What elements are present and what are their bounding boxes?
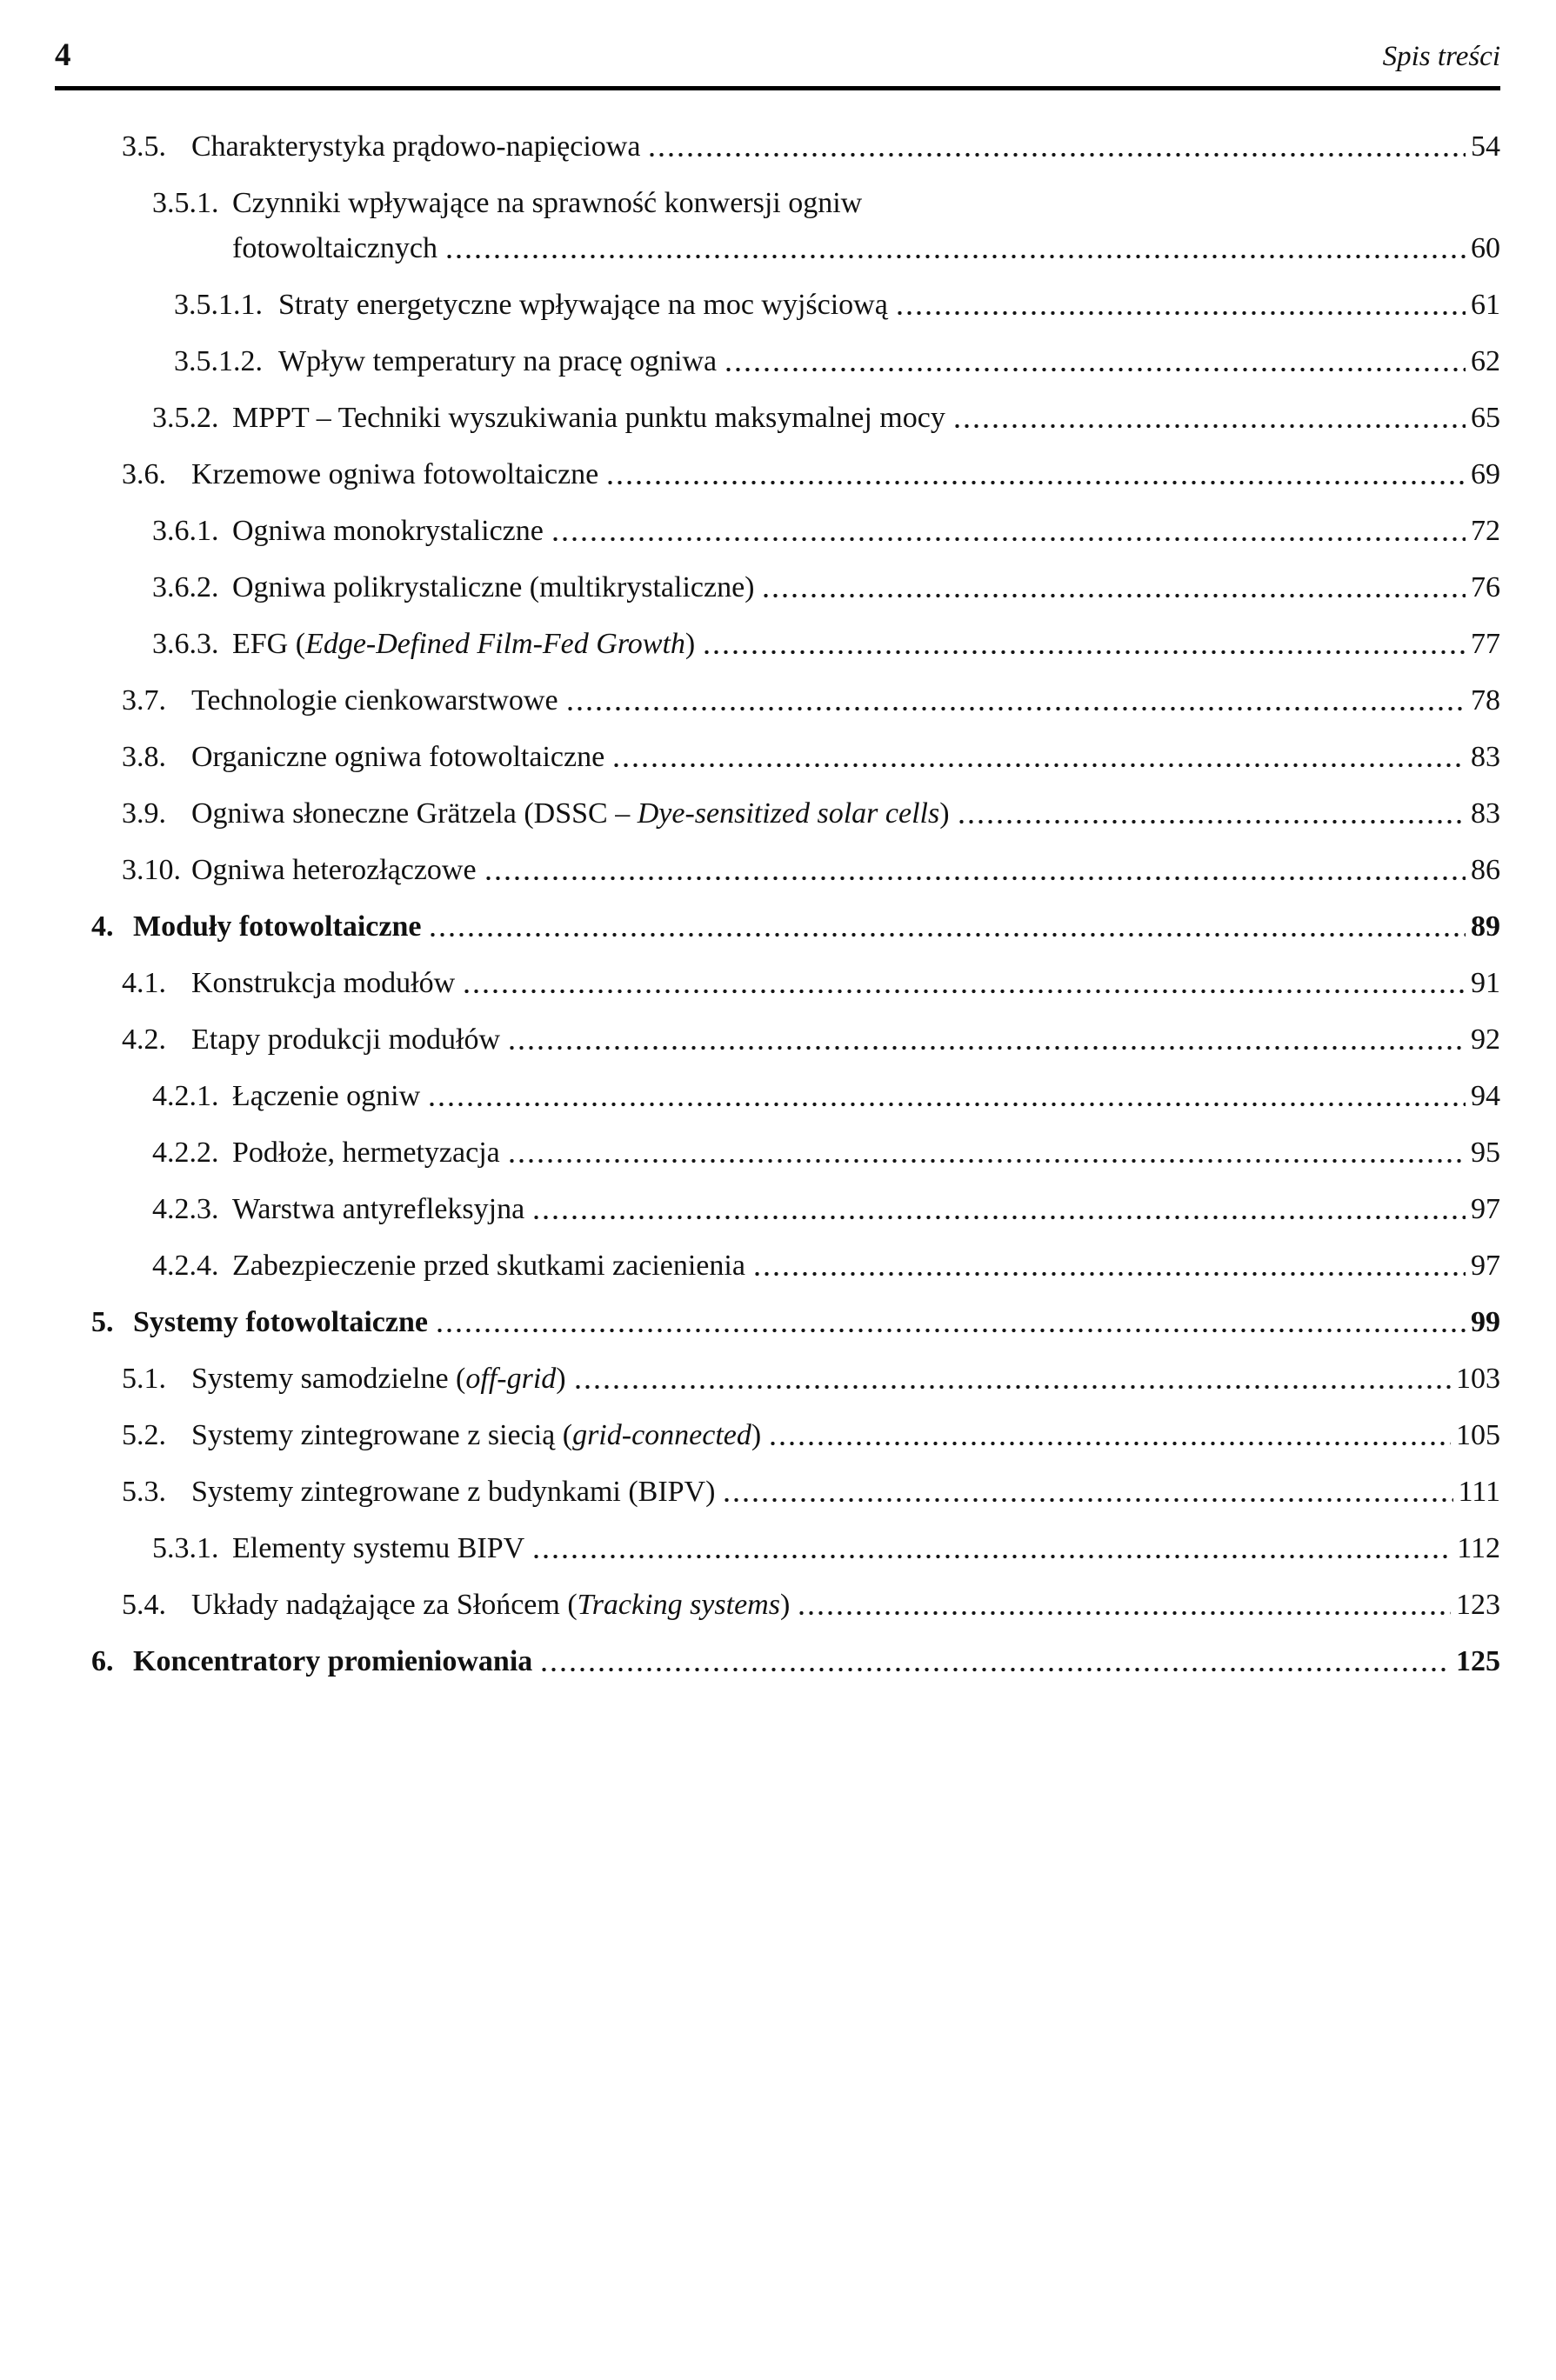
toc-entry-title — [278, 287, 888, 323]
toc-entry-title — [232, 626, 695, 662]
toc-entry — [0, 1191, 1500, 1227]
toc-entry-title-segment: ) — [779, 1589, 791, 1621]
dot-leader — [462, 965, 1466, 1001]
dot-leader — [531, 1530, 1452, 1566]
dot-leader — [611, 739, 1466, 775]
dot-leader — [957, 796, 1466, 831]
dot-leader — [752, 1248, 1466, 1283]
running-header-title: Spis treści — [1382, 41, 1500, 72]
toc-entry-title-italic-segment: Tracking systems — [577, 1589, 780, 1621]
toc-entry-title-segment: Warstwa antyrefleksyjna — [232, 1193, 525, 1225]
toc-entry-number: 5.4. — [122, 1589, 166, 1621]
toc-entry-number: 5. — [91, 1306, 114, 1338]
toc-entry — [0, 1135, 1500, 1170]
toc-entry-title — [133, 1643, 532, 1679]
dot-leader — [895, 287, 1466, 323]
toc-entry — [0, 909, 1500, 944]
toc-entry-title-segment: Zabezpieczenie przed skutkami zacienienia — [232, 1250, 745, 1282]
toc-entry-title — [232, 400, 945, 436]
toc-entry-title — [133, 909, 421, 944]
toc-page-number: 69 — [1471, 458, 1500, 490]
toc-entry-title — [191, 739, 604, 775]
toc-entry-title-segment: Straty energetyczne wpływające na moc wyjściową — [278, 289, 888, 321]
toc-entry-title-segment: Podłoże, hermetyzacja — [232, 1137, 500, 1169]
toc-entry-title — [191, 796, 950, 831]
toc-entry — [0, 513, 1500, 549]
toc-entry-number: 3.8. — [122, 741, 166, 773]
toc-page-number: 54 — [1471, 130, 1500, 163]
page-number-header: 4 — [55, 37, 71, 73]
toc-entry-title — [191, 457, 598, 492]
toc-entry-title-segment: ) — [751, 1419, 762, 1451]
toc-entry-title — [191, 1417, 761, 1453]
dot-leader — [565, 683, 1466, 718]
toc-entry-title-segment: Systemy zintegrowane z budynkami (BIPV) — [191, 1476, 716, 1508]
toc-page-number: 123 — [1456, 1589, 1500, 1621]
running-header — [0, 0, 1556, 74]
toc-entry-title-segment: Organiczne ogniwa fotowoltaiczne — [191, 741, 605, 773]
toc-entry-title-segment: Ogniwa monokrystaliczne — [232, 515, 544, 547]
toc-entry-number: 3.9. — [122, 797, 166, 830]
toc-entry-title-italic-segment: off-grid — [465, 1363, 557, 1395]
dot-leader — [551, 513, 1466, 549]
toc-entry — [0, 1361, 1500, 1397]
dot-leader — [507, 1135, 1466, 1170]
toc-entry-title-segment: Ogniwa słoneczne Grätzela (DSSC – — [191, 797, 638, 830]
toc-entry-title-segment: Ogniwa polikrystaliczne (multikrystaliczne) — [232, 571, 755, 603]
toc-entry-title — [191, 1474, 715, 1510]
toc-entry-title-segment: Układy nadążające za Słońcem ( — [191, 1589, 578, 1621]
toc-entry-title — [232, 1248, 745, 1283]
toc-entry — [0, 570, 1500, 605]
toc-list — [0, 90, 1556, 1679]
dot-leader — [444, 230, 1466, 266]
toc-entry — [0, 1078, 1500, 1114]
toc-entry-title-segment: Łączenie ogniw — [232, 1080, 421, 1112]
toc-page-number: 103 — [1456, 1363, 1500, 1395]
toc-page-number: 111 — [1458, 1476, 1500, 1508]
toc-entry-title — [191, 129, 640, 164]
toc-entry-title — [232, 1191, 524, 1227]
toc-entry-title-segment: Systemy samodzielne ( — [191, 1363, 466, 1395]
dot-leader — [573, 1361, 1451, 1397]
toc-entry-number: 3.10. — [122, 854, 181, 886]
toc-entry-number: 4.2. — [122, 1023, 166, 1056]
toc-entry-number: 3.6.1. — [152, 515, 219, 547]
toc-entry-title — [133, 1304, 428, 1340]
toc-entry-number: 3.5.1. — [152, 187, 219, 219]
toc-entry-number: 4.2.4. — [152, 1250, 219, 1282]
toc-entry-title — [191, 683, 558, 718]
toc-entry-title-segment: Charakterystyka prądowo-napięciowa — [191, 130, 641, 163]
dot-leader — [702, 626, 1466, 662]
toc-entry-title — [232, 570, 754, 605]
toc-entry-title — [278, 343, 717, 379]
toc-entry-title-segment: Etapy produkcji modułów — [191, 1023, 501, 1056]
toc-entry-title-segment: Wpływ temperatury na pracę ogniwa — [278, 345, 718, 377]
toc-page-number: 97 — [1471, 1193, 1500, 1225]
toc-entry-number: 3.6. — [122, 458, 166, 490]
toc-entry — [0, 1022, 1500, 1057]
toc-entry — [0, 683, 1500, 718]
toc-entry — [0, 739, 1500, 775]
toc-entry-number: 3.5.2. — [152, 402, 219, 434]
toc-entry-title-segment: Konstrukcja modułów — [191, 967, 456, 999]
toc-entry-title-italic-segment: Edge-Defined Film-Fed Growth — [305, 628, 685, 660]
toc-page-number: 76 — [1471, 571, 1500, 603]
toc-page-number: 72 — [1471, 515, 1500, 547]
toc-page-number: 95 — [1471, 1137, 1500, 1169]
toc-page-number: 65 — [1471, 402, 1500, 434]
toc-entry-number: 4.2.1. — [152, 1080, 219, 1112]
toc-entry-title-segment: ) — [685, 628, 696, 660]
dot-leader — [428, 909, 1466, 944]
dot-leader — [531, 1191, 1466, 1227]
toc-entry-title-segment: Krzemowe ogniwa fotowoltaiczne — [191, 458, 599, 490]
toc-entry-title — [191, 1587, 790, 1623]
toc-entry — [0, 185, 1500, 221]
toc-page-number: 125 — [1456, 1645, 1500, 1677]
toc-entry-title — [191, 1022, 500, 1057]
toc-entry-number: 4.2.3. — [152, 1193, 219, 1225]
toc-entry-title-segment: Ogniwa heterozłączowe — [191, 854, 477, 886]
toc-entry-title — [232, 185, 862, 221]
toc-entry-number: 5.3.1. — [152, 1532, 219, 1564]
toc-entry-number: 5.2. — [122, 1419, 166, 1451]
toc-entry-title-italic-segment: grid-connected — [572, 1419, 751, 1451]
toc-entry-continuation — [0, 230, 1500, 266]
toc-entry-title-italic-segment: Dye-sensitized solar cells — [637, 797, 940, 830]
toc-entry-number: 3.6.2. — [152, 571, 219, 603]
toc-entry — [0, 400, 1500, 436]
toc-entry-title-segment: Koncentratory promieniowania — [133, 1645, 533, 1677]
toc-page-number: 62 — [1471, 345, 1500, 377]
toc-entry — [0, 1248, 1500, 1283]
dot-leader — [768, 1417, 1451, 1453]
toc-entry-title-segment: EFG ( — [232, 628, 306, 660]
toc-entry-title-segment: Systemy fotowoltaiczne — [133, 1306, 428, 1338]
toc-page-number: 112 — [1457, 1532, 1500, 1564]
toc-entry-number: 3.5.1.1. — [174, 289, 263, 321]
toc-page-number: 89 — [1471, 910, 1500, 943]
toc-entry-title-segment: Elementy systemu BIPV — [232, 1532, 525, 1564]
toc-entry-title-segment: Systemy zintegrowane z siecią ( — [191, 1419, 573, 1451]
toc-entry-title-segment: fotowoltaicznych — [232, 232, 438, 264]
toc-entry-title — [232, 513, 544, 549]
toc-entry-number: 4.1. — [122, 967, 166, 999]
toc-entry — [0, 852, 1500, 888]
toc-entry-number: 3.5. — [122, 130, 166, 163]
toc-entry-title-segment: MPPT – Techniki wyszukiwania punktu maksymalnej mocy — [232, 402, 945, 434]
toc-page-number: 60 — [1471, 232, 1500, 264]
toc-entry-number: 3.7. — [122, 684, 166, 717]
toc-entry-title-segment: Czynniki wpływające na sprawność konwersji ogniw — [232, 187, 863, 219]
dot-leader — [647, 129, 1466, 164]
toc-entry — [0, 1304, 1500, 1340]
toc-page-number: 97 — [1471, 1250, 1500, 1282]
toc-entry — [0, 1643, 1500, 1679]
toc-entry-number: 3.6.3. — [152, 628, 219, 660]
dot-leader — [427, 1078, 1466, 1114]
toc-entry-title — [191, 1361, 566, 1397]
toc-entry — [0, 626, 1500, 662]
toc-entry-title-segment: Moduły fotowoltaiczne — [133, 910, 422, 943]
dot-leader — [435, 1304, 1466, 1340]
toc-page-number: 91 — [1471, 967, 1500, 999]
toc-entry-title — [232, 1135, 500, 1170]
toc-entry-number: 5.1. — [122, 1363, 166, 1395]
toc-entry — [0, 129, 1500, 164]
toc-entry-title — [191, 965, 455, 1001]
dot-leader — [722, 1474, 1452, 1510]
toc-entry-number: 5.3. — [122, 1476, 166, 1508]
toc-entry-number: 3.5.1.2. — [174, 345, 263, 377]
toc-page-number: 105 — [1456, 1419, 1500, 1451]
toc-entry — [0, 1530, 1500, 1566]
toc-entry — [0, 965, 1500, 1001]
toc-entry — [0, 1417, 1500, 1453]
dot-leader — [539, 1643, 1451, 1679]
dot-leader — [761, 570, 1466, 605]
toc-page-number: 83 — [1471, 741, 1500, 773]
toc-entry — [0, 1587, 1500, 1623]
toc-page-number: 92 — [1471, 1023, 1500, 1056]
toc-entry-title — [232, 230, 437, 266]
toc-entry-title — [232, 1078, 420, 1114]
dot-leader — [484, 852, 1466, 888]
toc-entry — [0, 457, 1500, 492]
toc-entry — [0, 1474, 1500, 1510]
toc-page-number: 86 — [1471, 854, 1500, 886]
toc-entry — [0, 287, 1500, 323]
dot-leader — [724, 343, 1466, 379]
toc-page-number: 61 — [1471, 289, 1500, 321]
toc-entry-number: 4. — [91, 910, 114, 943]
toc-page-number: 99 — [1471, 1306, 1500, 1338]
dot-leader — [507, 1022, 1466, 1057]
toc-page-number: 78 — [1471, 684, 1500, 717]
dot-leader — [605, 457, 1466, 492]
toc-entry-number: 6. — [91, 1645, 114, 1677]
dot-leader — [952, 400, 1466, 436]
toc-page-number: 83 — [1471, 797, 1500, 830]
toc-page-number: 94 — [1471, 1080, 1500, 1112]
dot-leader — [797, 1587, 1451, 1623]
toc-page-number: 77 — [1471, 628, 1500, 660]
toc-entry-title-segment: ) — [939, 797, 950, 830]
toc-entry-title-segment: ) — [556, 1363, 566, 1395]
toc-entry — [0, 343, 1500, 379]
toc-entry-title — [232, 1530, 524, 1566]
toc-entry-title — [191, 852, 477, 888]
toc-entry — [0, 796, 1500, 831]
toc-entry-title-segment: Technologie cienkowarstwowe — [191, 684, 558, 717]
toc-entry-number: 4.2.2. — [152, 1137, 219, 1169]
